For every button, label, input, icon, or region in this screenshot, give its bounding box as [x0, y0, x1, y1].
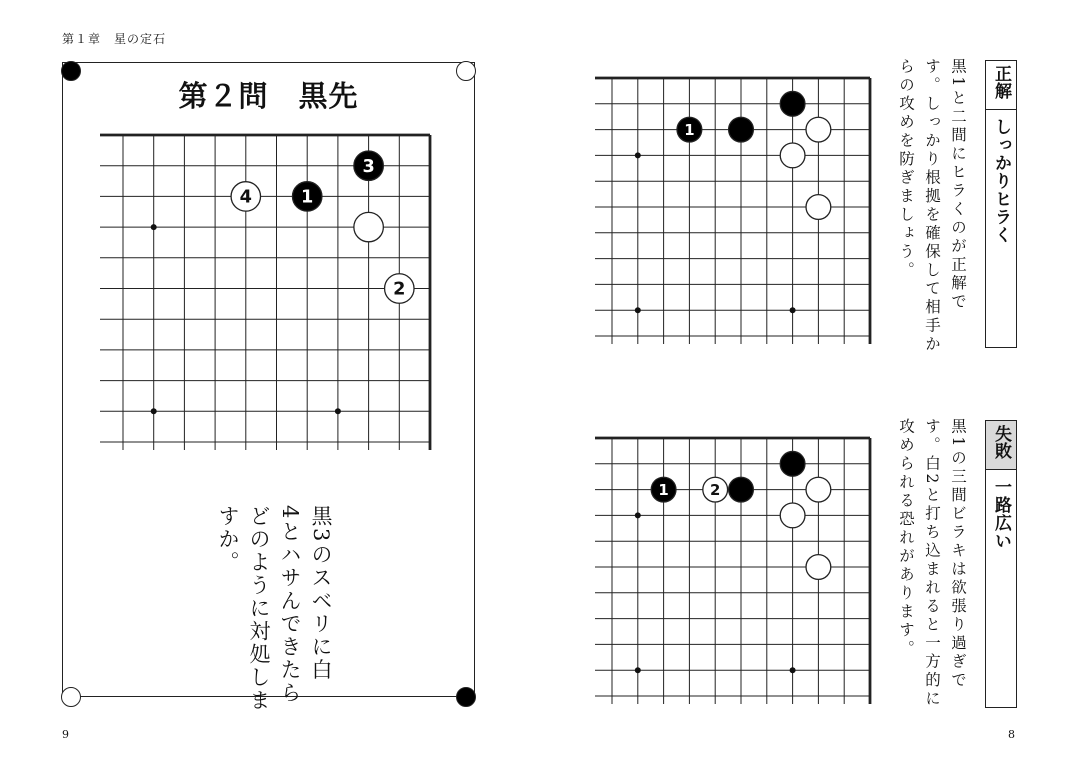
problem-title: 第２問 黒先: [178, 79, 359, 113]
correct-board: [595, 68, 875, 353]
failure-board: [595, 428, 875, 713]
white-stone: [806, 477, 831, 502]
star-point: [790, 307, 796, 313]
black-stone: [729, 117, 754, 142]
white-stone: [354, 212, 383, 241]
stone-number: 1: [658, 480, 669, 499]
star-point: [635, 667, 641, 673]
black-stone: [651, 477, 676, 502]
stone-number: 1: [301, 187, 314, 208]
stone-number: 1: [684, 120, 695, 139]
failure-badge: [985, 420, 1017, 708]
problem-board: [100, 125, 440, 470]
corner-black-stone: [456, 687, 476, 707]
white-stone: [806, 555, 831, 580]
black-stone: [780, 91, 805, 116]
white-stone: [231, 182, 260, 211]
stone-number: 2: [710, 480, 721, 499]
page-number-left: 9: [62, 728, 69, 741]
star-point: [335, 408, 341, 414]
star-point: [635, 307, 641, 313]
star-point: [635, 152, 641, 158]
correct-explanation: 黒1と二間にヒラくのが正解で す。しっかり根拠を確保して相手か らの攻めを防ぎましょう。: [897, 58, 967, 354]
white-stone: [703, 477, 728, 502]
correct-label: 正解: [991, 65, 1011, 99]
black-stone: [292, 182, 321, 211]
black-stone: [354, 151, 383, 180]
white-stone: [780, 503, 805, 528]
stone-number: 3: [362, 156, 375, 177]
stone-number: 2: [393, 279, 406, 300]
star-point: [151, 408, 157, 414]
white-stone: [806, 195, 831, 220]
problem-question: 黒3のスベリに白 4とハサんできたら どのように対処しま すか。: [216, 505, 333, 712]
stone-number: 4: [239, 187, 252, 208]
white-stone: [385, 274, 414, 303]
chapter-header: 第１章 星の定石: [62, 32, 167, 46]
correct-headline: しっかりヒラく: [986, 109, 1016, 252]
failure-explanation: 黒1の三間ビラキは欲張り過ぎで す。白2と打ち込まれると一方的に 攻められる恐れがあります。: [897, 418, 967, 709]
correct-badge: [985, 60, 1017, 348]
failure-headline: 一路広い: [986, 469, 1016, 558]
failure-label: 失敗: [986, 421, 1016, 469]
corner-white-stone: [61, 687, 81, 707]
black-stone: [780, 451, 805, 476]
white-stone: [780, 143, 805, 168]
star-point: [151, 224, 157, 230]
white-stone: [806, 117, 831, 142]
black-stone: [729, 477, 754, 502]
page-number-right: 8: [1008, 728, 1015, 741]
black-stone: [677, 117, 702, 142]
star-point: [790, 667, 796, 673]
star-point: [635, 512, 641, 518]
